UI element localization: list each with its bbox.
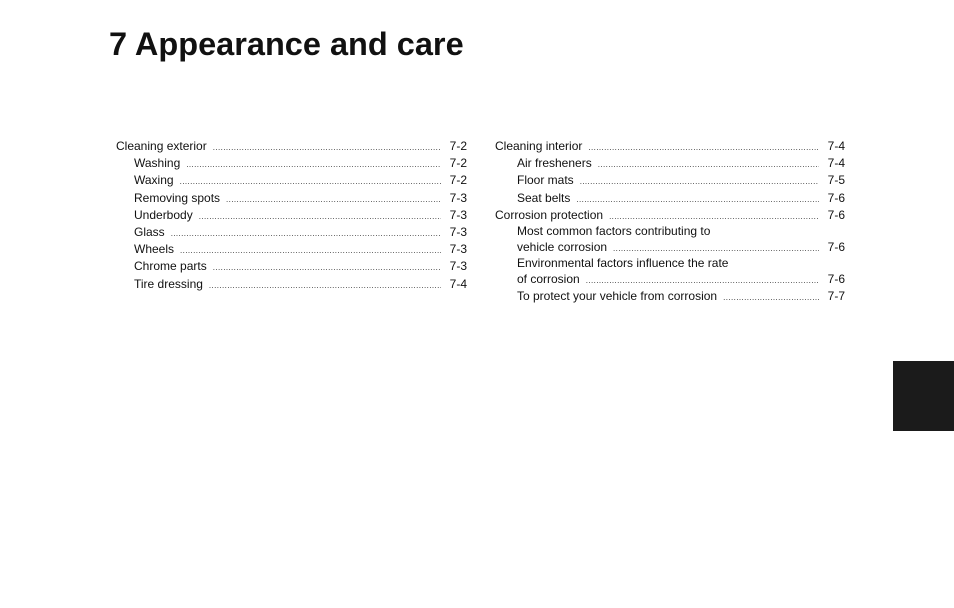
toc-entry-underbody[interactable]: [116, 207, 467, 224]
chapter-title: 7 Appearance and care: [109, 26, 464, 62]
toc-entry-page: 7-4: [827, 156, 845, 171]
toc-entry-washing[interactable]: [116, 155, 467, 172]
toc-entry-most-common-factors[interactable]: [495, 224, 845, 256]
toc-entry-page: 7-7: [827, 289, 845, 304]
toc-entry-page: 7-6: [827, 272, 845, 287]
toc-entry-cleaning-exterior[interactable]: [116, 138, 467, 155]
toc-entry-label: Floor mats: [517, 173, 574, 188]
toc-entry-page: 7-2: [449, 156, 467, 171]
dot-leader: [209, 280, 441, 292]
toc-entry-page: 7-4: [449, 276, 467, 291]
toc-entry-corrosion-protection[interactable]: [495, 207, 845, 224]
toc-entry-label-line2-row: [495, 271, 845, 288]
toc-entry-page: 7-5: [827, 173, 845, 188]
dot-leader: [199, 211, 441, 223]
toc-entry-floor-mats[interactable]: [495, 172, 845, 189]
toc-entry-wheels[interactable]: [116, 241, 467, 258]
toc-entry-label: vehicle corrosion: [517, 240, 608, 255]
dot-leader: [613, 243, 819, 255]
toc-entry-page: 7-3: [449, 242, 467, 257]
dot-leader: [180, 176, 441, 188]
toc-entry-removing-spots[interactable]: [116, 190, 467, 207]
toc-entry-chrome-parts[interactable]: [116, 258, 467, 275]
toc-entry-page: 7-2: [449, 139, 467, 153]
dot-leader: [171, 228, 441, 240]
toc-entry-waxing[interactable]: [116, 172, 467, 189]
toc-entry-air-fresheners[interactable]: [495, 155, 845, 172]
toc-entry-page: 7-3: [449, 207, 467, 222]
dot-leader: [180, 245, 441, 257]
toc-entry-page: 7-4: [827, 139, 845, 153]
toc-entry-label: Air fresheners: [517, 156, 592, 171]
toc-entry-protect-vehicle[interactable]: [495, 288, 845, 305]
dot-leader: [226, 194, 441, 206]
toc-entry-page: 7-6: [827, 207, 845, 222]
toc-entry-label-line1: Most common factors contributing to: [517, 224, 711, 239]
toc-entry-label: Chrome parts: [134, 259, 207, 274]
dot-leader: [723, 292, 819, 304]
dot-leader: [186, 159, 441, 171]
toc-entry-cleaning-interior[interactable]: [495, 138, 845, 155]
toc-entry-glass[interactable]: [116, 224, 467, 241]
dot-leader: [598, 159, 819, 171]
toc-entry-environmental-factors[interactable]: [495, 256, 845, 288]
chapter-side-tab: [893, 361, 954, 431]
toc-entry-label: Wheels: [134, 242, 175, 257]
toc-entry-label: Removing spots: [134, 190, 221, 205]
toc-entry-label: Waxing: [134, 173, 174, 188]
toc-entry-label: Tire dressing: [134, 276, 203, 291]
toc-entry-tire-dressing[interactable]: [116, 276, 467, 293]
dot-leader: [576, 194, 819, 206]
toc-entry-label: Underbody: [134, 207, 193, 222]
toc-entry-label: Seat belts: [517, 190, 571, 205]
toc-entry-label: Cleaning interior: [495, 139, 583, 153]
dot-leader: [213, 262, 441, 274]
toc-entry-page: 7-2: [449, 173, 467, 188]
dot-leader: [609, 211, 819, 223]
toc-entry-label: Glass: [134, 225, 165, 240]
toc-column-left: [116, 138, 467, 293]
toc-entry-label: Corrosion protection: [495, 207, 604, 222]
toc-entry-label: To protect your vehicle from corrosion: [517, 289, 718, 304]
toc-entry-label-line2-row: [495, 239, 845, 256]
dot-leader: [580, 176, 819, 188]
toc-entry-page: 7-6: [827, 190, 845, 205]
toc-column-right: [495, 138, 845, 306]
toc-entry-label: Washing: [134, 156, 181, 171]
toc-entry-seat-belts[interactable]: [495, 190, 845, 207]
toc-entry-label-line1: Environmental factors influence the rate: [517, 256, 729, 271]
dot-leader: [213, 142, 441, 154]
dot-leader: [586, 275, 819, 287]
toc-entry-label: Cleaning exterior: [116, 139, 207, 153]
toc-entry-page: 7-3: [449, 225, 467, 240]
toc-entry-label: of corrosion: [517, 272, 580, 287]
toc-entry-page: 7-3: [449, 190, 467, 205]
toc-entry-page: 7-3: [449, 259, 467, 274]
toc-entry-page: 7-6: [827, 240, 845, 255]
dot-leader: [588, 142, 819, 154]
